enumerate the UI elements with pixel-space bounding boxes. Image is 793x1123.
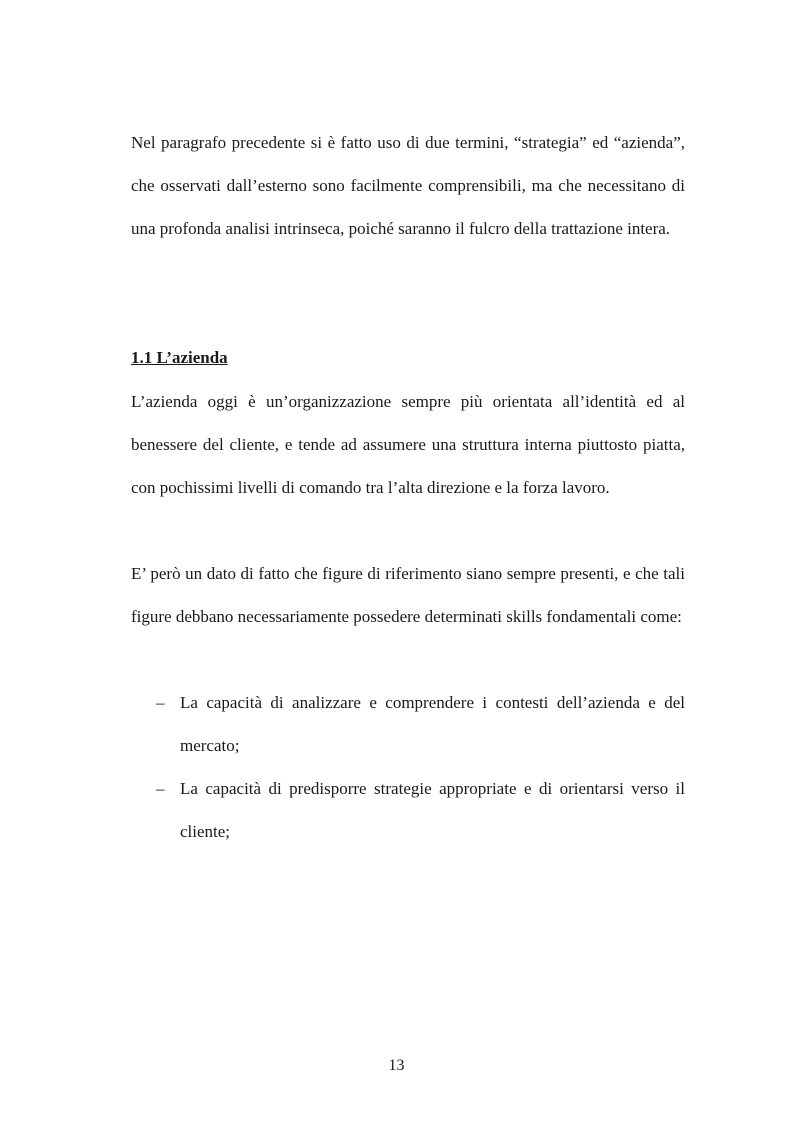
list-item (131, 767, 685, 853)
skills-list (131, 681, 685, 853)
list-item-text: La capacità di analizzare e comprendere i contesti dell’azienda e del mercato; (180, 693, 685, 755)
list-dash: – (156, 693, 165, 712)
body-paragraph-2: E’ però un dato di fatto che figure di riferimento siano sempre presenti, e che tali figure debbano necessariamente possedere determinati skills fondamentali come: (131, 564, 685, 626)
list-item-text: La capacità di predisporre strategie appropriate e di orientarsi verso il cliente; (180, 779, 685, 841)
list-dash: – (156, 779, 165, 798)
intro-paragraph: Nel paragrafo precedente si è fatto uso di due termini, “strategia” ed “azienda”, che osservati dall’esterno sono facilmente comprensibili, ma che necessitano di una profonda analisi intrinseca, poiché saranno il fulcro della trattazione intera. (131, 133, 685, 238)
body-paragraph-1: L’azienda oggi è un’organizzazione sempre più orientata all’identità ed al benessere del cliente, e tende ad assumere una struttura interna piuttosto piatta, con pochissimi livelli di comando tra l’alta direzione e la forza lavoro. (131, 392, 685, 497)
section-heading: 1.1 L’azienda (131, 348, 228, 367)
page-number: 13 (388, 1057, 405, 1074)
list-item (131, 681, 685, 767)
